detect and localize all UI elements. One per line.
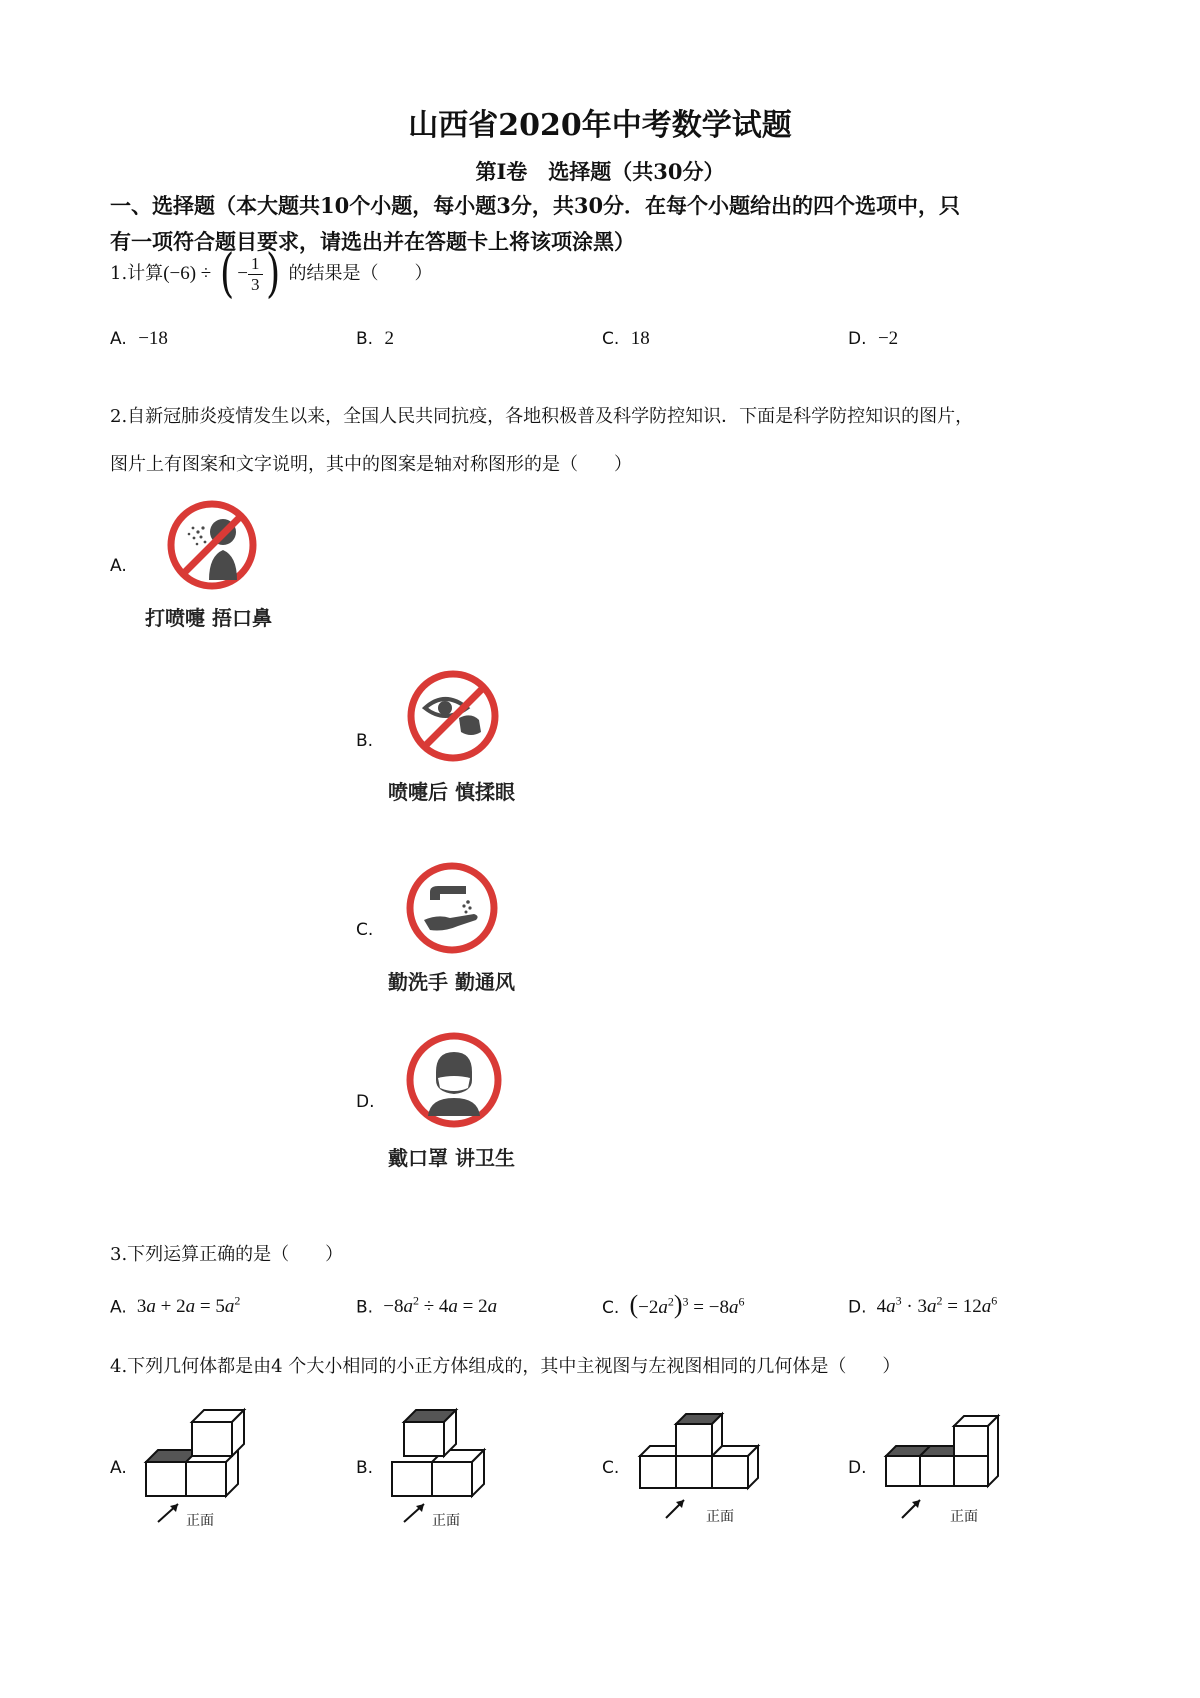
q1-option-d[interactable]: D. −2 (848, 328, 899, 349)
page-title: 山西省2020年中考数学试题 (408, 108, 792, 143)
q4-option-c-label[interactable]: C. (602, 1458, 620, 1478)
q1-frac-numerator: 1 (248, 254, 263, 275)
face-mask-icon (404, 1030, 504, 1130)
q1-option-a[interactable]: A. −18 (110, 328, 168, 349)
q2-stem-line-2: 图片上有图案和文字说明，其中的图案是轴对称图形的是（ ） (110, 454, 632, 475)
q1-fraction (248, 254, 263, 295)
q2-option-c-caption: 勤洗手 勤通风 (388, 970, 515, 994)
q1-option-c[interactable]: C. 18 (602, 328, 650, 349)
q3-option-b-expr: $-8a^2 \div 4a = 2a$ (383, 1294, 498, 1318)
q1-option-b[interactable]: B. 2 (356, 328, 395, 349)
q1-frac-denominator: 3 (251, 274, 260, 294)
q3-stem: 3.下列运算正确的是（ ） (110, 1244, 344, 1265)
q4-c-front-label: 正面 (706, 1509, 734, 1525)
part-subtitle: 第Ⅰ卷 选择题（共30分） (475, 159, 725, 184)
q4-stem: 4.下列几何体都是由4 个大小相同的小正方体组成的，其中主视图与左视图相同的几何体是（ ） (110, 1356, 901, 1377)
q3-option-a-expr: $3a + 2a = 5a^2$ (136, 1294, 241, 1318)
q3-option-d[interactable]: D. $4a^3 \cdot 3a^2 = 12a^6$ (848, 1294, 998, 1318)
q4-option-a-label[interactable]: A. (110, 1458, 127, 1478)
q2-option-a-label[interactable]: A. (110, 556, 127, 576)
q2-option-b-label[interactable]: B. (356, 731, 374, 751)
sneeze-cover-icon (165, 498, 259, 592)
q3-option-c-expr: $(-2a^2)^3 = -8a^6$ (629, 1290, 745, 1319)
q2-option-c-label[interactable]: C. (356, 920, 374, 940)
section-line-1: 一、选择题（本大题共10个小题，每小题3分，共30分．在每个小题给出的四个选项中，只 (110, 193, 961, 218)
q1-suffix: 的结果是（ ） (288, 263, 433, 284)
q4-option-b-label[interactable]: B. (356, 1458, 374, 1478)
q1-frac-sign: − (237, 263, 248, 284)
q3-option-c[interactable]: C. $(-2a^2)^3 = -8a^6$ (602, 1290, 745, 1319)
q2-option-b-caption: 喷嚏后 慎揉眼 (388, 780, 515, 804)
q4-option-d-label[interactable]: D. (848, 1458, 867, 1478)
q2-option-d-caption: 戴口罩 讲卫生 (388, 1146, 515, 1170)
q3-option-b[interactable]: B. $-8a^2 \div 4a = 2a$ (356, 1294, 498, 1318)
q2-option-d-label[interactable]: D. (356, 1092, 375, 1112)
q1-prefix: 1.计算 (110, 263, 164, 284)
q2-stem-line-1: 2.自新冠肺炎疫情发生以来，全国人民共同抗疫，各地积极普及科学防控知识．下面是科学防控知识的图片， (110, 406, 974, 427)
q3-option-a[interactable]: A. $3a + 2a = 5a^2$ (110, 1294, 241, 1318)
q1-expr-left: (−6) ÷ (163, 263, 212, 284)
eye-rub-icon (405, 668, 501, 764)
question-1-stem: 1.计算(−6) ÷ ( − $\frac{1}{3}$ ) 的结果是（ ） (110, 244, 433, 304)
q2-option-a-caption: 打喷嚏 捂口鼻 (145, 606, 272, 630)
q4-b-front-label: 正面 (432, 1513, 460, 1529)
q4-a-front-label: 正面 (186, 1513, 214, 1529)
hand-wash-icon (404, 860, 500, 956)
section-line-2: 有一项符合题目要求，请选出并在答题卡上将该项涂黑） (110, 229, 635, 254)
q3-option-d-expr: $4a^3 \cdot 3a^2 = 12a^6$ (876, 1294, 998, 1318)
q4-d-front-label: 正面 (950, 1509, 978, 1525)
